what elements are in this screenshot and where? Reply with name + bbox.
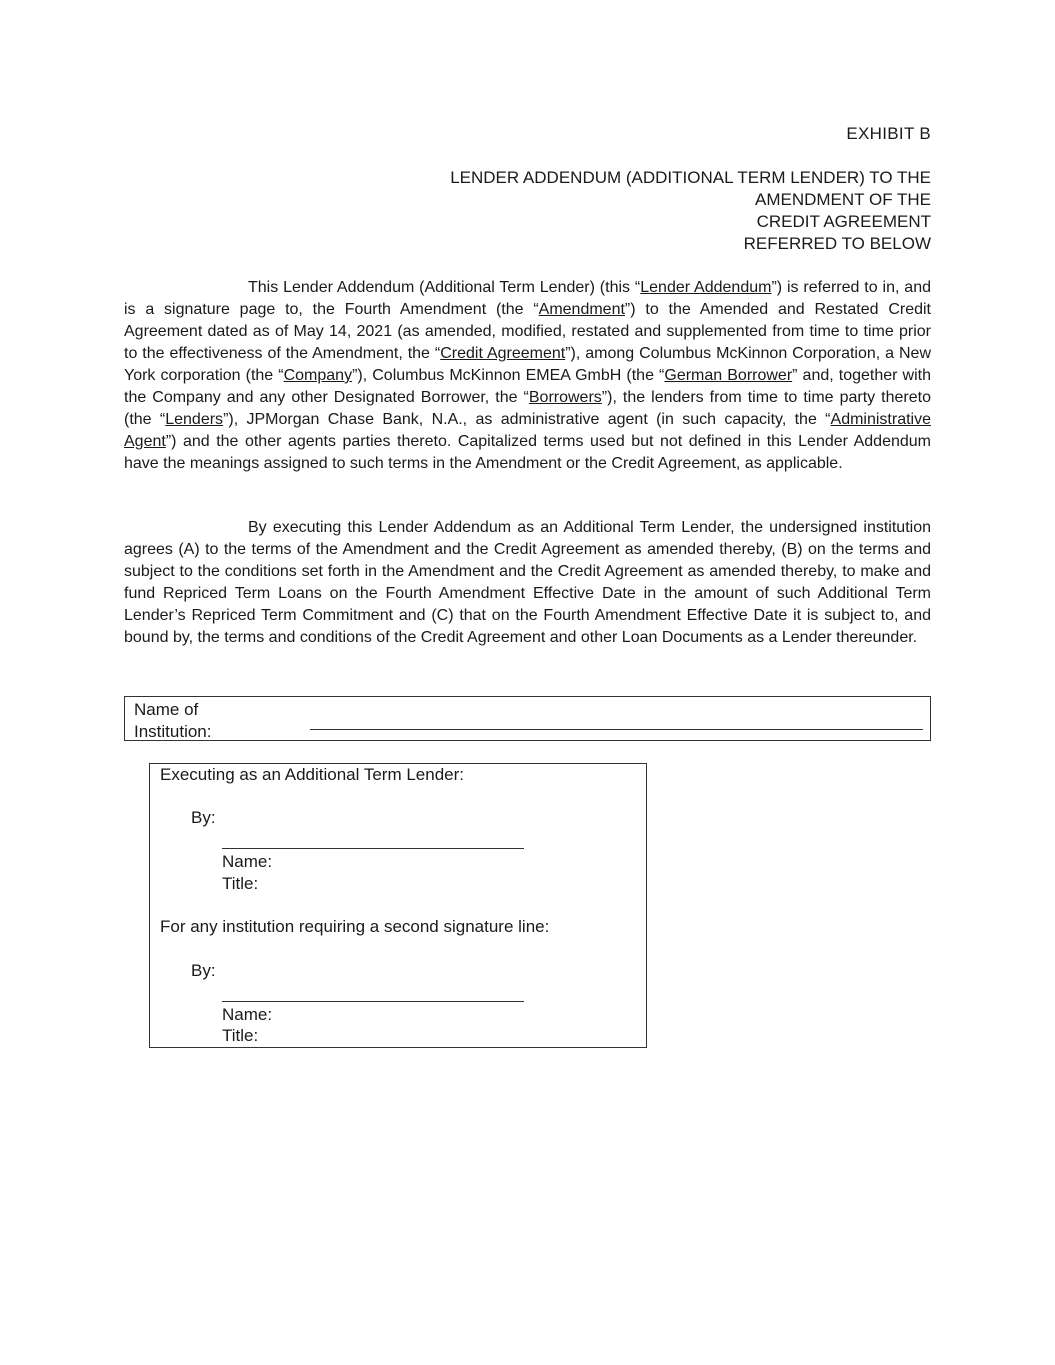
defined-term-administrative-agent: Administrative Agent xyxy=(124,411,931,450)
defined-term-amendment: Amendment xyxy=(538,301,625,318)
by-label-1: By: xyxy=(191,808,216,827)
institution-label xyxy=(134,699,212,743)
institution-name-field[interactable] xyxy=(310,729,923,730)
title-label-1: Title: xyxy=(222,874,259,893)
name-label-2: Name: xyxy=(222,1005,273,1024)
intro-text: ”), JPMorgan Chase Bank, N.A., as administrative agent (in such capacity, the “ xyxy=(223,411,831,428)
heading-line-2: AMENDMENT OF THE xyxy=(755,190,931,209)
heading-line-1: LENDER ADDENDUM (ADDITIONAL TERM LENDER) TO THE xyxy=(450,168,931,187)
intro-text: ”) is referred to in, and is a signature page to, the Fourth Amendment (the “ xyxy=(124,279,931,318)
defined-term-german-borrower: German Borrower xyxy=(664,367,793,384)
defined-term-borrowers: Borrowers xyxy=(528,389,602,406)
second-signature-note: For any institution requiring a second signature line: xyxy=(160,917,550,936)
defined-term-credit-agreement: Credit Agreement xyxy=(440,345,566,362)
institution-name-box xyxy=(124,696,931,741)
intro-text: ”), among Columbus McKinnon Corporation, a New York corporation (the “ xyxy=(124,345,931,384)
intro-text: ”) to the Amended and Restated Credit Agreement dated as of May 14, 2021 (as amended, modified, restated and supplemented from time to time prior to the effectiveness of the Amendment, the “ xyxy=(124,301,932,362)
intro-text: ”), the lenders from time to time party thereto (the “ xyxy=(124,389,931,428)
exhibit-label: EXHIBIT B xyxy=(846,124,931,143)
signature-block xyxy=(149,763,647,1048)
intro-text: ”) and the other agents parties thereto. Capitalized terms used but not defined in this Lender Addendum have the meanings assigned to such terms in the Amendment or the Credit Agreement, as applicable. xyxy=(124,433,931,472)
name-label-1: Name: xyxy=(222,852,273,871)
defined-term-lender-addendum: Lender Addendum xyxy=(640,279,772,296)
signature-line-2[interactable] xyxy=(222,1001,524,1002)
institution-label-line-2: Institution: xyxy=(134,722,212,741)
execution-paragraph: By executing this Lender Addendum as an Additional Term Lender, the undersigned institution agrees (A) to the terms of the Amendment and the Credit Agreement as amended thereby, (B) on the terms and subject to the conditions set forth in the Amendment and the Credit Agreement as amended thereby, to make and fund Repriced Term Loans on the Fourth Amendment Effective Date in the amount of such Additional Term Lender’s Repriced Term Commitment and (C) that on the Fourth Amendment Effective Date it is subject to, and bound by, the terms and conditions of the Credit Agreement and other Loan Documents as a Lender thereunder. xyxy=(124,519,931,646)
institution-label-line-1: Name of xyxy=(134,700,199,719)
heading-line-3: CREDIT AGREEMENT xyxy=(756,212,931,231)
heading-line-4: REFERRED TO BELOW xyxy=(743,234,931,253)
intro-text: This Lender Addendum (Additional Term Lender) (this “ xyxy=(248,279,641,296)
by-label-2: By: xyxy=(191,961,216,980)
title-label-2: Title: xyxy=(222,1026,259,1045)
intro-text: ” and, together with the Company and any other Designated Borrower, the “ xyxy=(124,367,931,406)
intro-paragraph xyxy=(124,277,931,475)
defined-term-lenders: Lenders xyxy=(165,411,224,428)
signature-line-1[interactable] xyxy=(222,848,524,849)
executing-as-label: Executing as an Additional Term Lender: xyxy=(160,765,464,784)
defined-term-company: Company xyxy=(283,367,353,384)
intro-text: ”), Columbus McKinnon EMEA GmbH (the “ xyxy=(352,367,665,384)
document-heading xyxy=(371,167,931,255)
